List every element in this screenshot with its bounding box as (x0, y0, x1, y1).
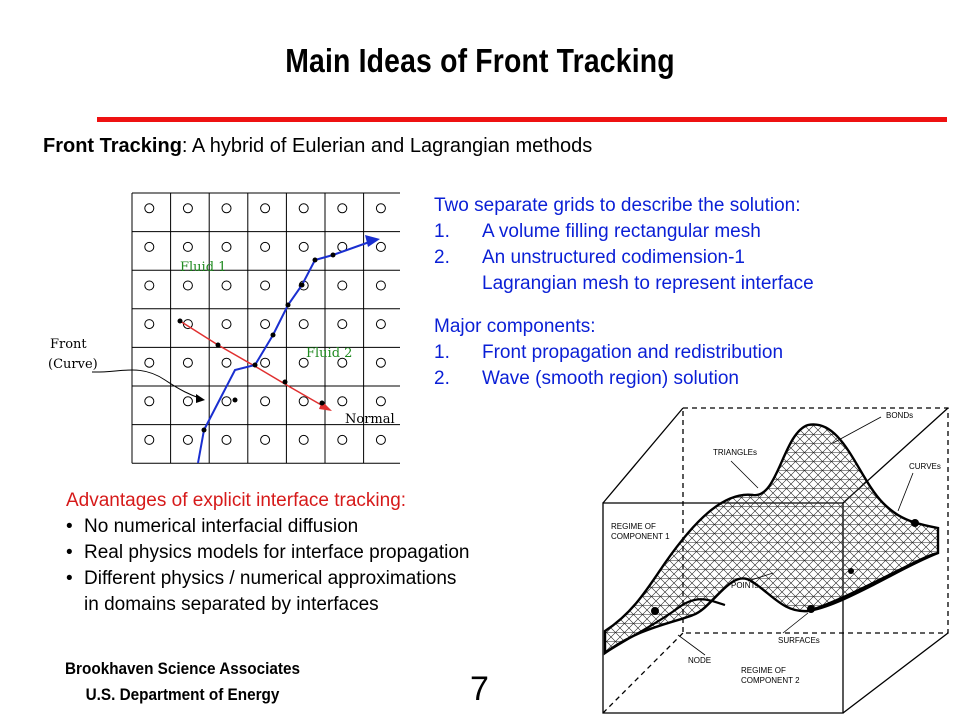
components-block (434, 314, 783, 392)
components-item-1-number: 1. (434, 342, 450, 363)
grids-item-2-number: 2. (434, 247, 450, 268)
grids-item-2-text-2: Lagrangian mesh to represent interface (482, 273, 814, 294)
advantages-item-1-text: No numerical interfacial diffusion (84, 516, 359, 537)
advantages-item-3-text: Different physics / numerical approximations (84, 568, 457, 589)
normal-label: Normal (345, 412, 395, 427)
components-item-1-text: Front propagation and redistribution (482, 342, 784, 363)
title-divider-bar (97, 117, 947, 122)
page-number: 7 (470, 670, 489, 708)
advantages-item-3-cont (66, 592, 469, 618)
advantages-item-3-text-2: in domains separated by interfaces (84, 594, 379, 615)
grids-block (434, 193, 814, 297)
advantages-heading: Advantages of explicit interface tracking: (66, 490, 407, 511)
triangles-label: TRIANGLEs (713, 448, 758, 457)
front-label-line1: Front (50, 337, 87, 352)
regime-2-label-line2: COMPONENT 2 (741, 676, 800, 685)
front-arrowhead (365, 235, 380, 247)
slide-subtitle (43, 135, 592, 158)
front-points (178, 253, 336, 433)
grids-heading: Two separate grids to describe the solution: (434, 195, 801, 216)
advantages-block (66, 488, 469, 618)
curves-label: CURVEs (909, 462, 941, 471)
mesh-cell-centers (145, 204, 386, 445)
grids-item-2-cont (434, 271, 814, 297)
regime-1-label-line1: REGIME OF (611, 522, 656, 531)
footer-line-2: U.S. Department of Energy (85, 685, 280, 704)
front-tracking-grid-figure (40, 185, 400, 465)
points-label: POINTs (731, 581, 759, 590)
front-pointer-arrowhead (196, 394, 205, 403)
node-label: NODE (688, 656, 712, 665)
slide-title: Main Ideas of Front Tracking (285, 42, 675, 79)
advantages-item-2-text: Real physics models for interface propagation (84, 542, 470, 563)
components-item-1 (434, 340, 783, 366)
bonds-label: BONDs (886, 411, 914, 420)
grids-item-1-text: A volume filling rectangular mesh (482, 221, 761, 242)
subtitle-term: Front Tracking (43, 135, 182, 157)
advantages-item-2: • Real physics models for interface propagation (66, 542, 470, 563)
grids-item-2-text: An unstructured codimension-1 (482, 247, 745, 268)
advantages-item-1: • No numerical interfacial diffusion (66, 516, 359, 537)
regime-2-label-line1: REGIME OF (741, 666, 786, 675)
fluid-1-label: Fluid 1 (180, 260, 227, 275)
front-pointer-arrow (92, 370, 202, 399)
surfaces-label: SURFACEs (778, 636, 820, 645)
advantages-item-3: • Different physics / numerical approximations (66, 568, 457, 589)
regime-1-label-line2: COMPONENT 1 (611, 532, 670, 541)
subtitle-rest: : A hybrid of Eulerian and Lagrangian methods (181, 135, 593, 157)
footer-line-1: Brookhaven Science Associates (64, 659, 300, 678)
fluid-2-label: Fluid 2 (306, 346, 353, 361)
components-item-2-number: 2. (434, 368, 450, 389)
footer (52, 656, 313, 708)
components-heading: Major components: (434, 316, 596, 337)
front-label-line2: (Curve) (48, 357, 98, 372)
3d-interface-mesh-figure (593, 403, 953, 718)
grids-item-1 (434, 219, 814, 245)
grids-item-2 (434, 245, 814, 271)
components-item-2-text: Wave (smooth region) solution (482, 368, 739, 389)
components-item-2 (434, 366, 783, 392)
grids-item-1-number: 1. (434, 221, 450, 242)
